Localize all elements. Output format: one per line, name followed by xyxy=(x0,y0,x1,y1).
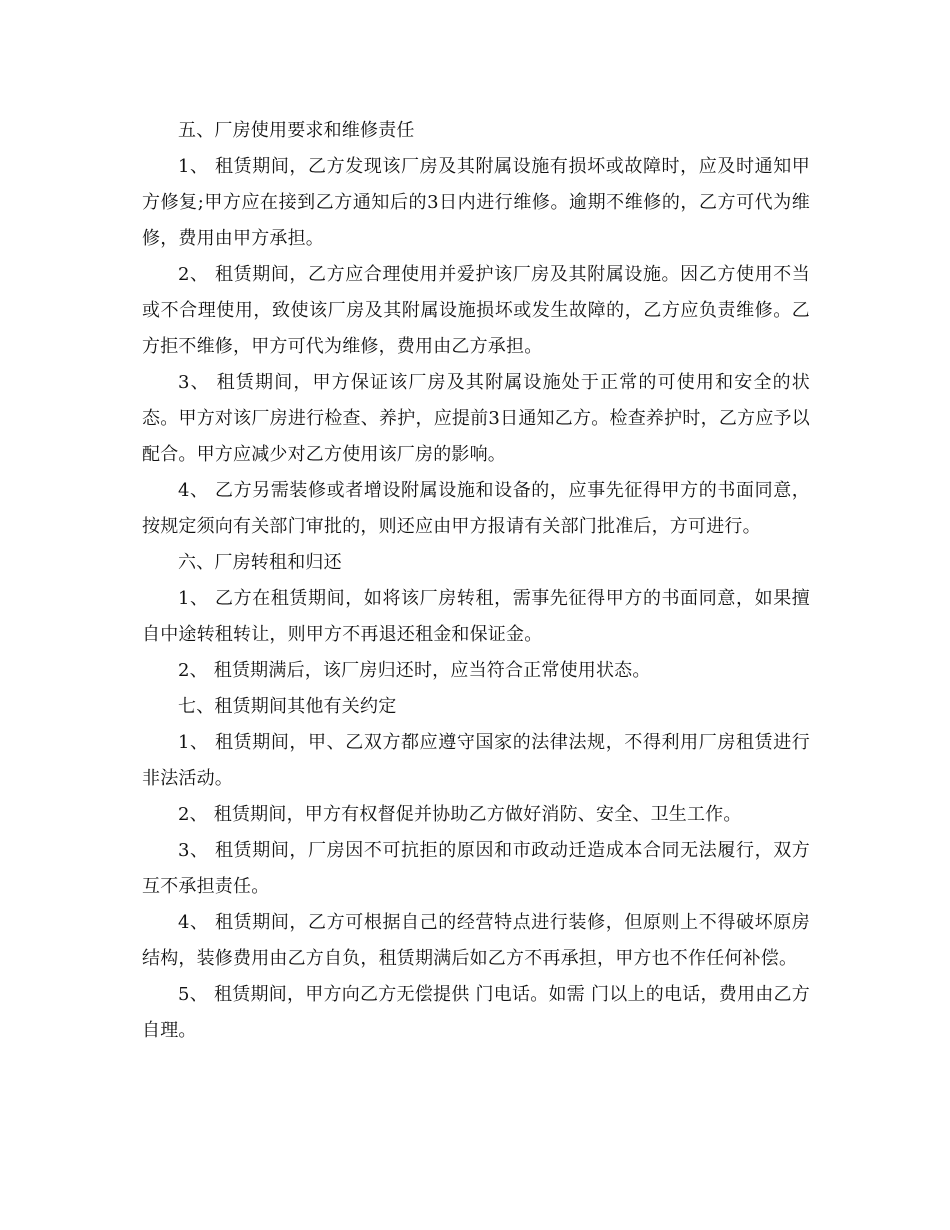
clause-6-1: 1、 乙方在租赁期间，如将该厂房转租，需事先征得甲方的书面同意，如果擅自中途转租转让，则甲方不再退还租金和保证金。 xyxy=(142,588,810,645)
clause-7-4: 4、 租赁期间，乙方可根据自己的经营特点进行装修，但原则上不得破坏原房结构，装修费用由乙方自负，租赁期满后如乙方不再承担，甲方也不作任何补偿。 xyxy=(142,912,810,969)
clause-7-3: 3、 租赁期间，厂房因不可抗拒的原因和市政动迁造成本合同无法履行，双方互不承担责任。 xyxy=(142,840,810,897)
clause-6-2: 2、 租赁期满后，该厂房归还时，应当符合正常使用状态。 xyxy=(178,660,651,681)
document-body xyxy=(142,113,810,1049)
section-heading-6: 六、厂房转租和归还 xyxy=(178,552,342,573)
clause-5-4: 4、 乙方另需装修或者增设附属设施和设备的，应事先征得甲方的书面同意，按规定须向有关部门审批的，则还应由甲方报请有关部门批准后，方可进行。 xyxy=(142,480,810,537)
section-heading-5: 五、厂房使用要求和维修责任 xyxy=(178,120,415,141)
clause-5-1: 1、 租赁期间，乙方发现该厂房及其附属设施有损坏或故障时，应及时通知甲方修复;甲方应在接到乙方通知后的3日内进行维修。逾期不维修的，乙方可代为维修，费用由甲方承担。 xyxy=(142,156,810,249)
clause-7-2: 2、 租赁期间，甲方有权督促并协助乙方做好消防、安全、卫生工作。 xyxy=(178,804,742,825)
clause-7-1: 1、 租赁期间，甲、乙双方都应遵守国家的法律法规，不得利用厂房租赁进行非法活动。 xyxy=(142,732,810,789)
section-heading-7: 七、租赁期间其他有关约定 xyxy=(178,696,397,717)
clause-5-3: 3、 租赁期间，甲方保证该厂房及其附属设施处于正常的可使用和安全的状态。甲方对该厂房进行检查、养护，应提前3日通知乙方。检查养护时，乙方应予以配合。甲方应减少对乙方使用该厂房的影响。 xyxy=(142,372,810,465)
clause-5-2: 2、 租赁期间，乙方应合理使用并爱护该厂房及其附属设施。因乙方使用不当或不合理使用，致使该厂房及其附属设施损坏或发生故障的，乙方应负责维修。乙方拒不维修，甲方可代为维修，费用由乙方承担。 xyxy=(142,264,810,357)
clause-7-5: 5、 租赁期间，甲方向乙方无偿提供 门电话。如需 门以上的电话，费用由乙方自理。 xyxy=(142,984,810,1041)
